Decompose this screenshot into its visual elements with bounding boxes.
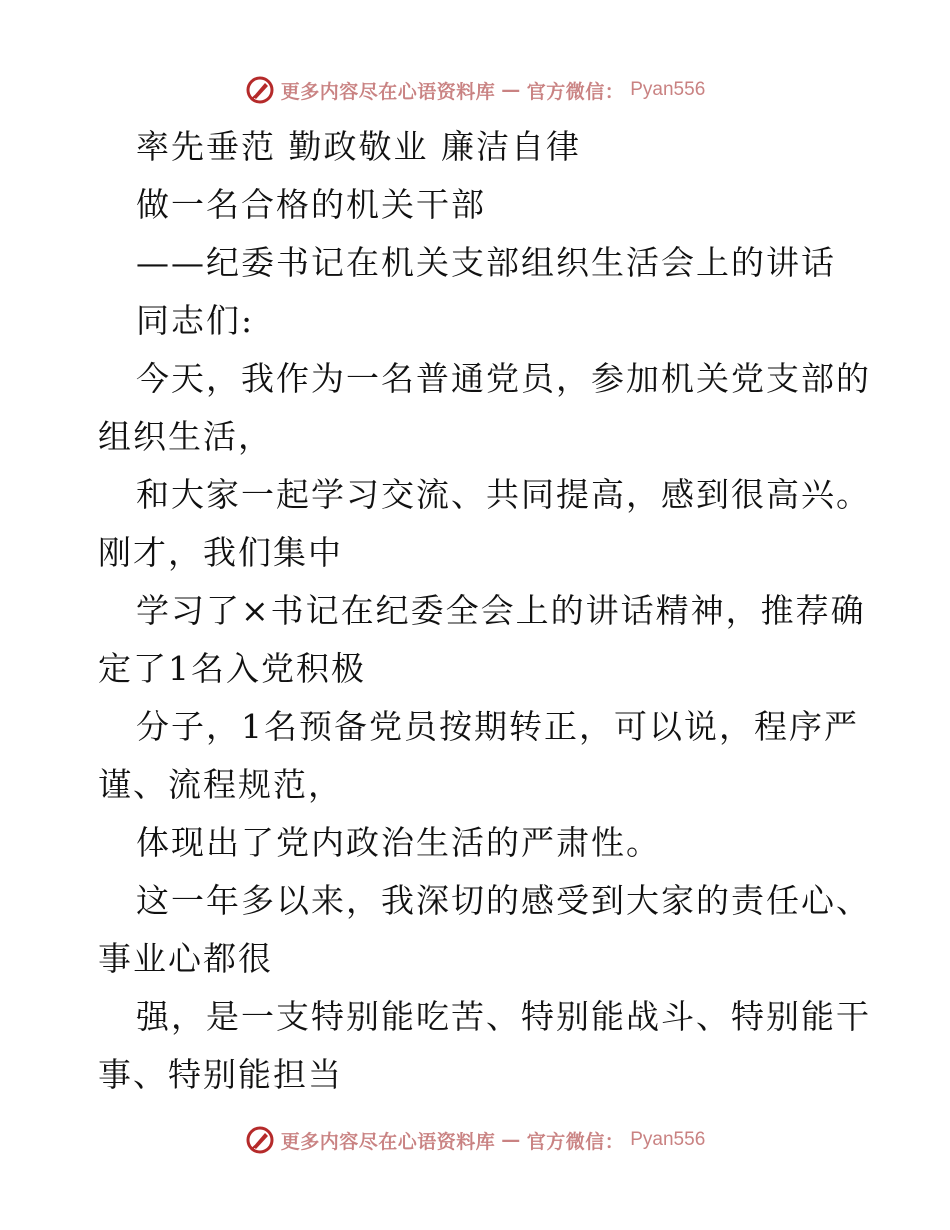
- banner-dash: —: [501, 1129, 521, 1151]
- salutation: 同志们:: [136, 301, 255, 340]
- banner-wechat-id: Pyan556: [630, 1129, 706, 1150]
- paragraph-line: 组织生活，: [98, 417, 273, 456]
- header-banner-inner: [245, 75, 706, 105]
- feather-pen-logo-icon: [245, 75, 275, 105]
- banner-main-text: 更多内容尽在心语资料库: [280, 80, 496, 103]
- paragraph-line: 事业心都很: [98, 939, 273, 978]
- paragraph-line: 强，是一支特别能吃苦、特别能战斗、特别能干: [136, 997, 871, 1036]
- footer-banner-inner: [245, 1125, 706, 1155]
- paragraph-line: 分子，1名预备党员按期转正，可以说，程序严: [136, 707, 859, 746]
- subtitle-line: ——纪委书记在机关支部组织生活会上的讲话: [136, 243, 836, 282]
- paragraph-line: 学习了×书记在纪委全会上的讲话精神，推荐确: [136, 591, 866, 630]
- banner-wechat-label: 官方微信：: [526, 80, 625, 103]
- paragraph-line: 刚才，我们集中: [98, 533, 343, 572]
- paragraph-line: 谨、流程规范，: [98, 765, 343, 804]
- paragraph-line: 事、特别能担当: [98, 1055, 343, 1094]
- paragraph-line: 和大家一起学习交流、共同提高，感到很高兴。: [136, 475, 871, 514]
- title-line-2: 做一名合格的机关干部: [136, 185, 486, 224]
- header-banner: [0, 70, 950, 110]
- paragraph-line: 体现出了党内政治生活的严肃性。: [136, 823, 661, 862]
- paragraph-line: 今天，我作为一名普通党员，参加机关党支部的: [136, 359, 871, 398]
- paragraph-line: 这一年多以来，我深切的感受到大家的责任心、: [136, 881, 871, 920]
- feather-pen-logo-icon: [245, 1125, 275, 1155]
- document-body: [98, 118, 871, 1104]
- banner-dash: —: [501, 79, 521, 101]
- banner-wechat-id: Pyan556: [630, 79, 706, 100]
- title-line-1: 率先垂范 勤政敬业 廉洁自律: [136, 127, 581, 166]
- footer-banner: [0, 1120, 950, 1160]
- paragraph-line: 定了1名入党积极: [98, 649, 366, 688]
- banner-main-text: 更多内容尽在心语资料库: [280, 1130, 496, 1153]
- banner-wechat-label: 官方微信：: [526, 1130, 625, 1153]
